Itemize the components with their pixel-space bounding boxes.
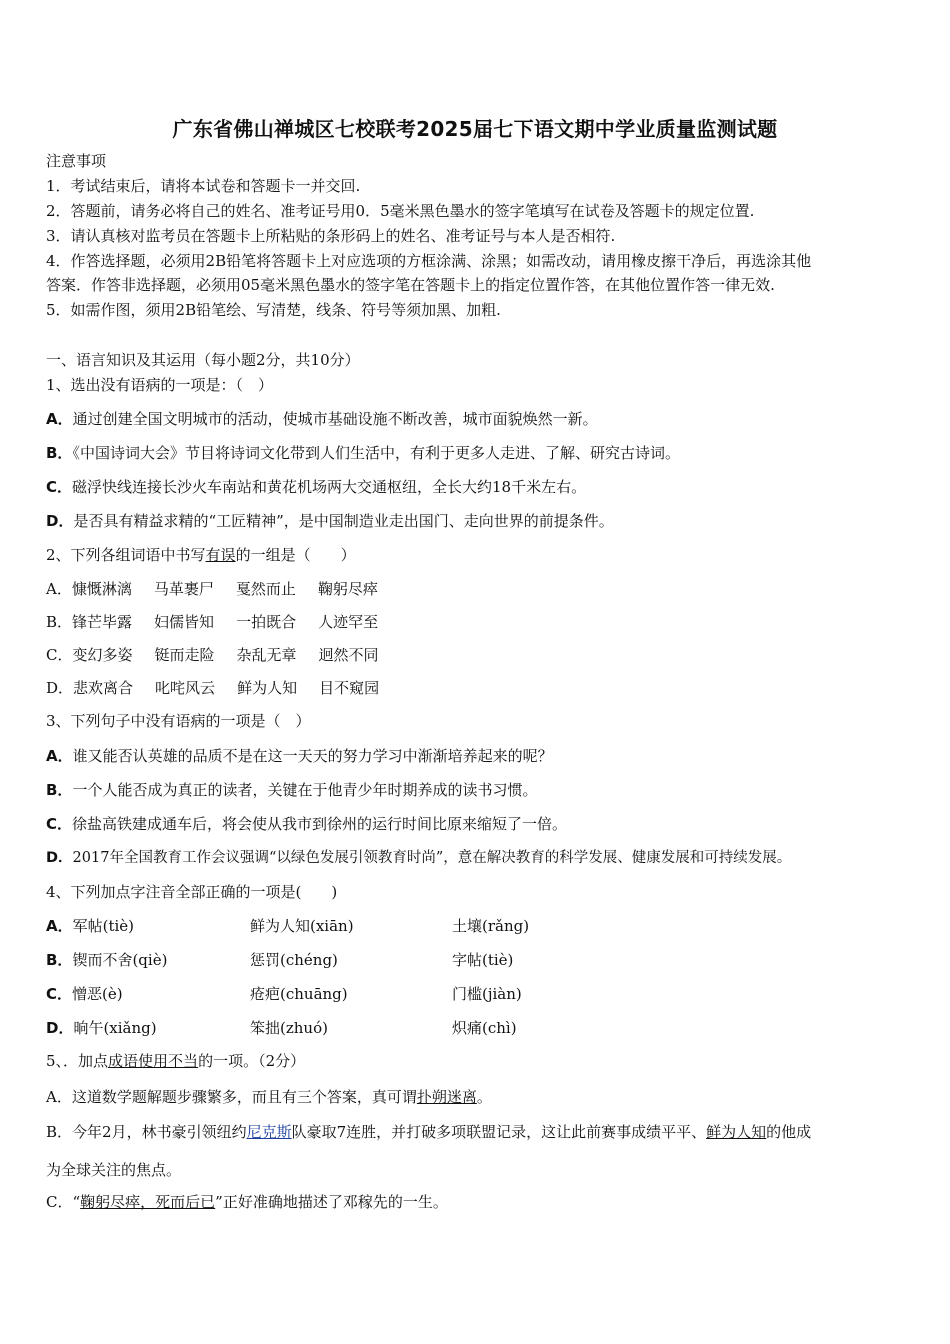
pinyin-item: 土壤(rǎng) — [452, 917, 530, 935]
section-heading: 一、语言知识及其运用（每小题2分，共10分） — [46, 351, 360, 369]
q4-a-col1 — [46, 916, 134, 936]
notice-heading: 注意事项 — [46, 152, 107, 170]
option-label: C． — [46, 646, 73, 664]
q1-stem: 1、选出没有语病的一项是：（ ） — [46, 376, 274, 394]
q3-option-a — [46, 746, 553, 766]
option-text: 谁又能否认英雄的品质不是在这一天天的努力学习中渐渐培养起来的呢？ — [72, 747, 553, 765]
pinyin-item: 憎恶(è) — [72, 985, 123, 1003]
pinyin-item: 炽痛(chì) — [452, 1019, 517, 1037]
word: 慷慨淋漓 — [71, 580, 132, 598]
q2-option-a — [46, 579, 400, 599]
option-label: B． — [46, 444, 73, 462]
option-label: C． — [46, 815, 73, 833]
word: 锋芒毕露 — [72, 613, 133, 631]
q2-option-c — [46, 645, 401, 665]
option-text: 通过创建全国文明城市的活动，使城市基础设施不断改善，城市面貌焕然一新。 — [72, 410, 598, 428]
pinyin-item: 晌午(xiǎng) — [73, 1019, 157, 1037]
q2-stem-underlined: 有误 — [205, 546, 236, 564]
word: 悲欢离合 — [73, 679, 134, 697]
q3-option-b — [46, 780, 537, 800]
q2-stem-post: 的一组是（ ） — [235, 546, 356, 564]
option-label: D． — [46, 850, 73, 866]
word: 目不窥园 — [319, 679, 380, 697]
word: 马革裹尸 — [153, 580, 214, 598]
pinyin-item: 字帖(tiè) — [452, 951, 514, 969]
option-label: C． — [46, 478, 73, 496]
q3-option-d — [46, 848, 791, 868]
word: 鲜为人知 — [237, 679, 298, 697]
word: 一拍既合 — [236, 613, 297, 631]
option-label: C． — [46, 985, 73, 1003]
q1-option-a — [46, 409, 598, 429]
option-label: A． — [46, 580, 72, 598]
pinyin-item: 惩罚(chéng) — [250, 951, 338, 969]
pinyin-item: 门槛(jiàn) — [452, 985, 522, 1003]
q5-option-a — [46, 1087, 492, 1107]
option-text: B．今年2月，林书豪引领纽约 — [46, 1123, 247, 1141]
page-title: 广东省佛山禅城区七校联考2025届七下语文期中学业质量监测试题 — [172, 117, 778, 141]
word: 铤而走险 — [154, 646, 215, 664]
notice-item-3: 3．请认真核对监考员在答题卡上所粘贴的条形码上的姓名、准考证号与本人是否相符. — [46, 227, 616, 245]
pinyin-item: 军帖(tiè) — [72, 917, 135, 935]
underlined-idiom: 鞠躬尽瘁，死而后已 — [80, 1193, 216, 1211]
q2-option-b — [46, 612, 400, 632]
q1-option-c — [46, 477, 586, 497]
q5-option-c — [46, 1192, 448, 1212]
q2-option-d — [46, 678, 401, 698]
word: 人迹罕至 — [318, 613, 379, 631]
q3-option-c — [46, 814, 567, 834]
option-text-mid: 队豪取7连胜，并打破多项联盟记录，这让此前赛事成绩平平、 — [291, 1123, 707, 1141]
option-text: 《中国诗词大会》节目将诗词文化带到人们生活中，有利于更多人走进、了解、研究古诗词。 — [72, 444, 680, 462]
option-text-end: 。 — [476, 1088, 492, 1106]
q5-stem-underlined: 成语使用不当 — [108, 1052, 199, 1070]
q5-option-b — [46, 1122, 811, 1142]
word: 鞠躬尽瘁 — [317, 580, 378, 598]
pinyin-item: 疮疤(chuāng) — [250, 985, 348, 1003]
option-text-end: ”正好准确地描述了邓稼先的一生。 — [215, 1193, 448, 1211]
q4-stem: 4、下列加点字注音全部正确的一项是( ) — [46, 883, 338, 901]
word: 变幻多姿 — [72, 646, 133, 664]
option-label: D． — [46, 1019, 74, 1037]
q2-stem-pre: 2、下列各组词语中书写 — [46, 546, 206, 564]
q1-option-b — [46, 443, 680, 463]
option-text: A．这道数学题解题步骤繁多，而且有三个答案，真可谓 — [46, 1088, 417, 1106]
q5-option-b-cont: 为全球关注的焦点。 — [46, 1161, 182, 1179]
notice-item-5: 5．如需作图，须用2B铅笔绘、写清楚，线条、符号等须加黑、加粗. — [46, 301, 501, 319]
option-text: 一个人能否成为真正的读者，关键在于他青少年时期养成的读书习惯。 — [72, 781, 538, 799]
option-label: A． — [46, 917, 73, 935]
q4-b-col1 — [46, 950, 167, 970]
q4-c-col1 — [46, 984, 123, 1004]
q1-option-d — [46, 511, 614, 531]
option-text: 徐盐高铁建成通车后，将会使从我市到徐州的运行时间比原来缩短了一倍。 — [72, 815, 568, 833]
underlined-idiom: 扑朔迷离 — [416, 1088, 477, 1106]
option-label: D． — [46, 512, 74, 530]
word: 妇儒皆知 — [154, 613, 215, 631]
option-label: D． — [46, 679, 74, 697]
knicks-link[interactable]: 尼克斯 — [246, 1123, 292, 1141]
pinyin-item: 锲而不舍(qiè) — [72, 951, 168, 969]
notice-item-4-cont: 答案．作答非选择题，必须用05毫米黑色墨水的签字笔在答题卡上的指定位置作答，在其他位置作答一律无效. — [46, 276, 775, 294]
word: 杂乱无章 — [236, 646, 297, 664]
q5-stem-post: 的一项。（2分） — [198, 1052, 306, 1070]
pinyin-item: 笨拙(zhuó) — [250, 1019, 328, 1037]
q5-stem — [46, 1051, 305, 1071]
notice-item-2: 2．答题前，请务必将自己的姓名、准考证号用0．5毫米黑色墨水的签字笔填写在试卷及答题卡的规定位置. — [46, 202, 755, 220]
option-text-end: 的他成 — [766, 1123, 812, 1141]
option-label: A． — [46, 410, 73, 428]
option-label: A． — [46, 747, 73, 765]
option-text: C．“ — [46, 1193, 81, 1211]
pinyin-item: 鲜为人知(xiān) — [250, 917, 354, 935]
word: 戛然而止 — [235, 580, 296, 598]
option-label: B． — [46, 613, 73, 631]
notice-item-1: 1．考试结束后，请将本试卷和答题卡一并交回. — [46, 177, 361, 195]
q3-stem: 3、下列句子中没有语病的一项是（ ） — [46, 712, 311, 730]
q2-stem — [46, 545, 356, 565]
q5-stem-pre: 5、．加点 — [46, 1052, 109, 1070]
option-text: 是否具有精益求精的“工匠精神”，是中国制造业走出国门、走向世界的前提条件。 — [73, 512, 614, 530]
option-label: B． — [46, 951, 73, 969]
word: 叱咤风云 — [155, 679, 216, 697]
option-text: 2017年全国教育工作会议强调“以绿色发展引领教育时尚”，意在解决教育的科学发展、健康发展和可持续发展。 — [72, 850, 792, 866]
notice-item-4: 4．作答选择题，必须用2B铅笔将答题卡上对应选项的方框涂满、涂黑；如需改动，请用橡皮擦干净后，再选涂其他 — [46, 252, 812, 270]
word: 迥然不同 — [318, 646, 379, 664]
underlined-idiom: 鲜为人知 — [706, 1123, 767, 1141]
option-label: B． — [46, 781, 73, 799]
option-text: 磁浮快线连接长沙火车南站和黄花机场两大交通枢纽，全长大约18千米左右。 — [72, 478, 587, 496]
q4-d-col1 — [46, 1018, 157, 1038]
